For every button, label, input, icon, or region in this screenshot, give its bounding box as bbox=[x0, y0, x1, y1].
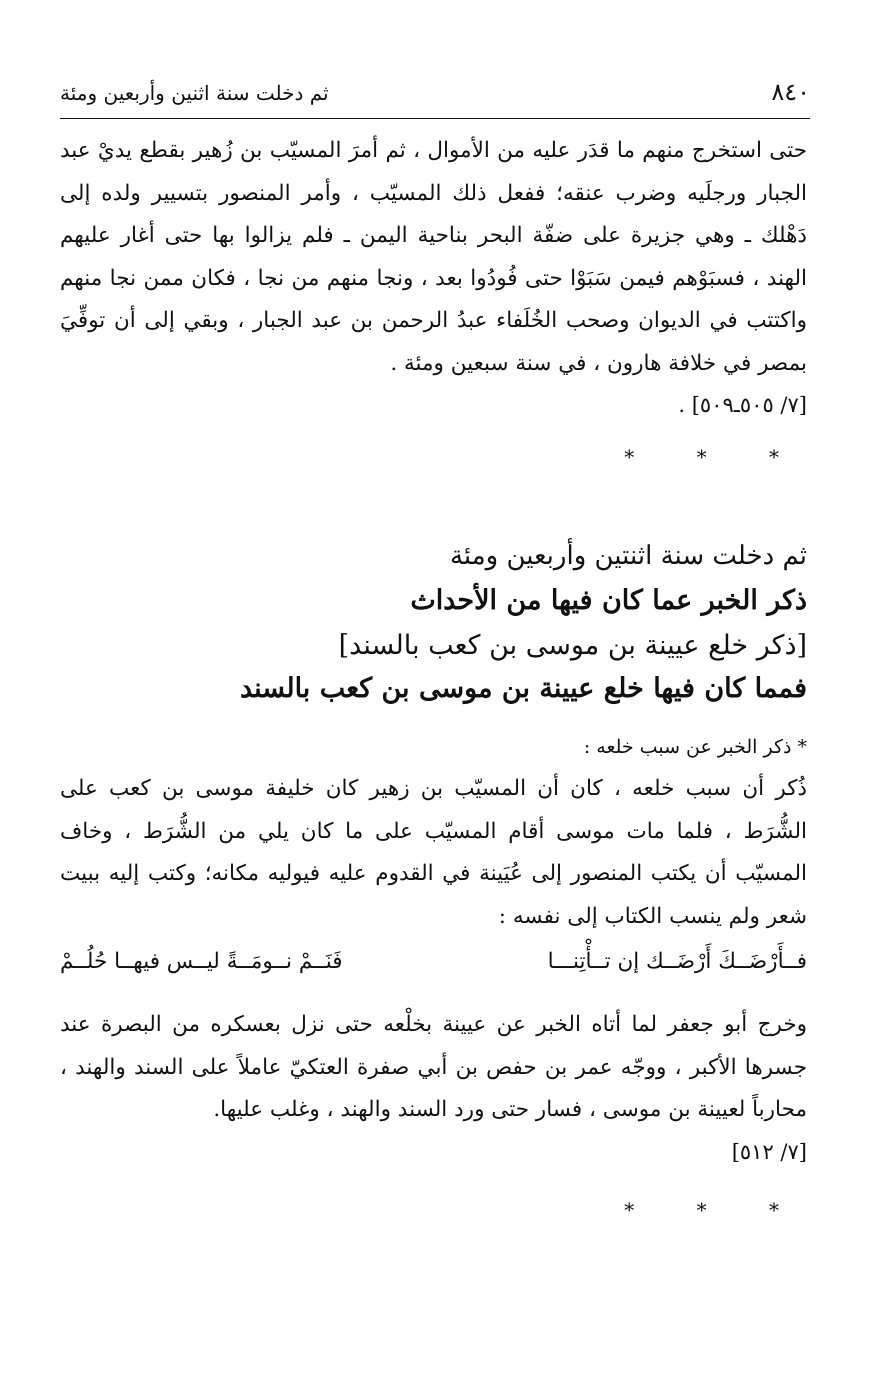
heading-main: فمما كان فيها خلع عيينة بن موسى بن كعب بالسند bbox=[239, 673, 807, 704]
heading-year: ثم دخلت سنة اثنتين وأربعين ومئة bbox=[449, 541, 807, 571]
verse-second-hemistich: فَنَــمْ نــومَــةً ليــس فيهــا حُلُــمْ bbox=[60, 949, 343, 974]
source-reference-2: [٧/ ٥١٢] bbox=[731, 1139, 807, 1164]
section-separator-1: * * * bbox=[624, 445, 807, 469]
paragraph-abu-jafar: وخرج أبو جعفر لما أتاه الخبر عن عيينة بخلْعه حتى نزل بعسكره من البصرة عند جسرها الأكبر ، ووجّه عمر بن حفص بن أبي صفرة العتكيّ عاملاً على السند والهند ، محارباً لعيينة بن موسى ، فسار حتى ورد السند والهند ، وغلب عليها. bbox=[60, 1012, 807, 1122]
paragraph-abd-al-jabbar: حتى استخرج منهم ما قدَر عليه من الأموال ، ثم أمرَ المسيّب بن زُهير بقطع يديْ عبد الجبار ورجلَيه وضرب عنقه؛ ففعل ذلك المسيّب ، وأمر المنصور بتسيير ولده إلى دَهْلك ـ وهي جزيرة على ضفّة البحر بناحية اليمن ـ فلم يزالوا بها حتى أغار عليهم الهند ، فسبَوْهم فيمن سَبَوْا حتى فُودُوا بعد ، ونجا منهم من نجا ، فكان ممن نجا منهم واكتتب في الديوان وصحب الخُلَفاء عبدُ الرحمن بن عبد الجبار ، وبقي إلى أن توفِّيَ بمصر في خلافة هارون ، في سنة سبعين ومئة . bbox=[60, 138, 807, 376]
heading-news: ذكر الخبر عما كان فيها من الأحداث bbox=[410, 585, 807, 616]
page-body bbox=[60, 130, 807, 1238]
header-rule bbox=[60, 118, 810, 119]
poem-verse bbox=[60, 940, 807, 984]
section-headings bbox=[60, 541, 807, 704]
paragraph-cause: ذُكر أن سبب خلعه ، كان أن المسيّب بن زهير كان خليفة موسى بن كعب على الشُّرَط ، فلما مات موسى أقام المسيّب على ما كان يلي من الشُّرَط ، وخاف المسيّب أن يكتب المنصور إلى عُيَينة في القدوم عليه فيوليه مكانه؛ وكتب إليه ببيت شعر ولم ينسب الكتاب إلى نفسه : bbox=[60, 776, 807, 929]
page-number: ٨٤٠ bbox=[771, 78, 810, 106]
running-title: ثم دخلت سنة اثنين وأربعين ومئة bbox=[60, 81, 329, 105]
note-cause-of-rebellion: * ذكر الخبر عن سبب خلعه : bbox=[583, 736, 807, 758]
verse-first-hemistich: فــأَرْضَــكَ أَرْضَــك إن تــأْتِنـــا bbox=[547, 949, 807, 974]
heading-bracketed: [ذكر خلع عيينة بن موسى بن كعب بالسند] bbox=[338, 630, 807, 661]
source-reference-1: [٧/ ٥٠٥ـ٥٠٩] . bbox=[678, 393, 807, 417]
page-header bbox=[60, 78, 810, 106]
section-separator-2: * * * bbox=[624, 1197, 807, 1222]
